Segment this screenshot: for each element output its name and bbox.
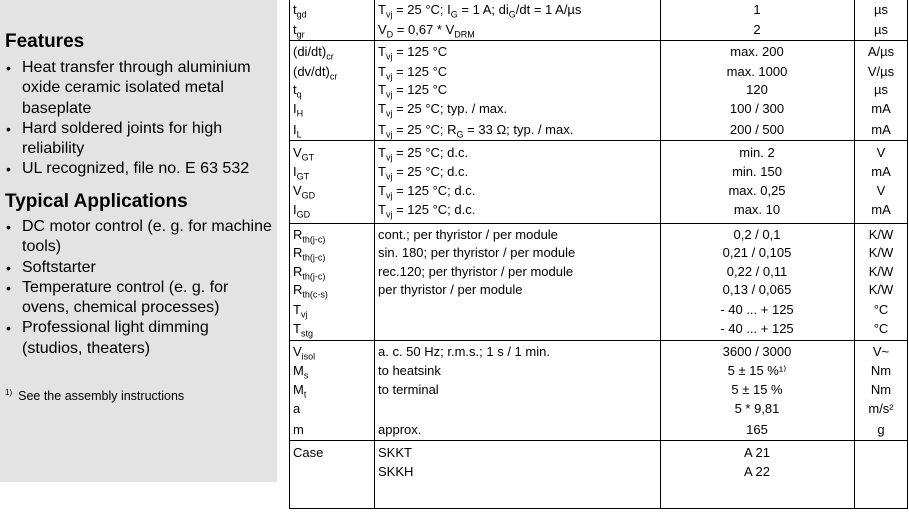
symbol-cell: $R_{th(j-c)}$ (293, 227, 326, 245)
symbol-cell: $I_H$ (293, 101, 304, 119)
condition-cell: SKKT (378, 445, 412, 460)
value-cell: 1 (753, 2, 761, 17)
table-row (289, 280, 908, 299)
condition-cell: $T_{vj} = 125$ °C (378, 64, 448, 82)
table-row (289, 181, 908, 200)
condition-cell: $T_{vj} = 125$ °C; d.c. (378, 183, 476, 201)
symbol-cell: $M_t$ (293, 382, 307, 400)
unit-cell: V (876, 183, 886, 198)
value-cell: 0,13 / 0,065 (722, 282, 792, 297)
table-row (289, 120, 908, 139)
unit-cell: µs (874, 2, 888, 17)
condition-cell: to terminal (378, 382, 439, 397)
value-cell: min. 2 (739, 145, 775, 160)
table-row (289, 0, 908, 19)
condition-cell: a. c. 50 Hz; r.m.s.; 1 s / 1 min. (378, 344, 550, 359)
table-border-bottom (289, 508, 908, 509)
left-sidebar (0, 0, 277, 516)
table-row (289, 143, 908, 162)
symbol-cell: $I_L$ (293, 122, 302, 140)
table-row (289, 319, 908, 338)
value-cell: 2 (753, 22, 761, 37)
symbol-cell: $R_{th(j-c)}$ (293, 245, 326, 263)
symbol-cell: $T_{stg}$ (293, 321, 313, 339)
symbol-cell: $t_{gr}$ (293, 22, 305, 40)
condition-cell: $T_{vj} = 25$ °C; $I_G = 1$ A; $di_G/dt = 1$ A/µs (378, 2, 582, 20)
unit-cell: mA (871, 164, 891, 179)
unit-cell: °C (873, 302, 889, 317)
condition-cell: $V_D = 0,67 * V_{DRM}$ (378, 22, 475, 40)
table-row (289, 200, 908, 219)
unit-cell: V (876, 145, 886, 160)
table-row (289, 225, 908, 244)
symbol-cell: $V_{GT}$ (293, 145, 315, 163)
footnote-text: See the assembly instructions (18, 389, 185, 404)
value-cell: A 21 (743, 445, 771, 460)
symbol-cell: $M_s$ (293, 363, 309, 381)
value-cell: 0,22 / 0,11 (726, 264, 788, 279)
condition-cell: $T_{vj} = 25$ °C; d.c. (378, 164, 469, 182)
symbol-cell: $t_q$ (293, 82, 302, 100)
applications-heading: Typical Applications (5, 191, 188, 212)
table-row (289, 399, 908, 418)
footnote (5, 388, 184, 403)
condition-cell: $T_{vj} = 25$ °C; $R_G = 33$ Ω; typ. / max. (378, 122, 574, 140)
list-item: • DC motor control (e. g. for machine tools) (5, 217, 273, 258)
symbol-cell: $T_{vj}$ (293, 302, 308, 320)
sidebar-divider (0, 482, 277, 516)
value-cell: max. 200 (730, 44, 784, 59)
symbol-cell: $I_{GT}$ (293, 164, 310, 182)
unit-cell: Nm (870, 363, 892, 378)
list-item: • Professional light dimming (studios, theaters) (5, 318, 273, 359)
list-item: • UL recognized, file no. E 63 532 (5, 159, 273, 179)
symbol-cell: $V_{GD}$ (293, 183, 316, 201)
symbol-cell: $V_{isol}$ (293, 344, 316, 362)
unit-cell: µs (874, 82, 888, 97)
table-row (289, 20, 908, 39)
unit-cell: K/W (868, 282, 894, 297)
unit-cell: mA (871, 202, 891, 217)
section-divider (289, 440, 908, 441)
unit-cell: Nm (870, 382, 892, 397)
unit-cell: K/W (868, 245, 894, 260)
symbol-cell: Case (293, 445, 324, 460)
table-row (289, 380, 908, 399)
value-cell: 120 (746, 82, 768, 97)
value-cell: 200 / 500 (729, 122, 785, 137)
symbol-cell: $R_{th(c-s)}$ (293, 282, 328, 300)
condition-cell: approx. (378, 422, 422, 437)
list-item: • Softstarter (5, 258, 273, 278)
list-item: • Heat transfer through aluminium oxide ceramic isolated metal baseplate (5, 58, 273, 119)
unit-cell: m/s² (868, 401, 894, 416)
symbol-cell: m (293, 422, 304, 437)
unit-cell: V~ (872, 344, 890, 359)
unit-cell: g (877, 422, 885, 437)
value-cell: 0,2 / 0,1 (733, 227, 781, 242)
table-row (289, 162, 908, 181)
table-row (289, 42, 908, 61)
symbol-cell: $I_{GD}$ (293, 202, 311, 220)
table-row (289, 62, 908, 81)
condition-cell: sin. 180; per thyristor / per module (378, 245, 576, 260)
table-row (289, 420, 908, 439)
value-cell: - 40 ... + 125 (720, 321, 794, 336)
condition-cell: SKKH (378, 464, 414, 479)
condition-cell: $T_{vj} = 25$ °C; d.c. (378, 145, 469, 163)
table-row (289, 80, 908, 99)
symbol-cell: $(dv/dt)_{cr}$ (293, 64, 338, 82)
symbol-cell: a (293, 401, 301, 416)
value-cell: 5 * 9,81 (734, 401, 780, 416)
unit-cell: K/W (868, 227, 894, 242)
features-list (5, 58, 273, 180)
condition-cell: cont.; per thyristor / per module (378, 227, 558, 242)
table-row (289, 99, 908, 118)
unit-cell: µs (874, 22, 888, 37)
condition-cell: $T_{vj} = 125$ °C (378, 82, 448, 100)
unit-cell: A/µs (867, 44, 895, 59)
symbol-cell: $t_{gd}$ (293, 2, 307, 20)
value-cell: A 22 (743, 464, 771, 479)
unit-cell: K/W (868, 264, 894, 279)
value-cell: - 40 ... + 125 (720, 302, 794, 317)
value-cell: max. 10 (733, 202, 781, 217)
value-cell: max. 1000 (726, 64, 788, 79)
value-cell: 3600 / 3000 (722, 344, 792, 359)
applications-list (5, 217, 273, 359)
value-cell: 165 (746, 422, 768, 437)
condition-cell: rec.120; per thyristor / per module (378, 264, 574, 279)
list-item: • Hard soldered joints for high reliability (5, 119, 273, 160)
table-row (289, 243, 908, 262)
value-cell: 5 ± 15 % (731, 382, 783, 397)
features-heading: Features (5, 31, 85, 52)
table-row (289, 462, 908, 481)
table-row (289, 300, 908, 319)
value-cell: 100 / 300 (729, 101, 785, 116)
table-row (289, 342, 908, 361)
unit-cell: °C (873, 321, 889, 336)
condition-cell: $T_{vj} = 25$ °C; typ. / max. (378, 101, 508, 119)
value-cell: min. 150 (732, 164, 782, 179)
symbol-cell: $R_{th(j-c)}$ (293, 264, 326, 282)
condition-cell: $T_{vj} = 125$ °C; d.c. (378, 202, 476, 220)
section-divider (289, 340, 908, 341)
condition-cell: per thyristor / per module (378, 282, 523, 297)
value-cell: 5 ± 15 %¹⁾ (727, 363, 787, 378)
table-row (289, 361, 908, 380)
footnote-mark: 1) (5, 388, 13, 397)
specification-table (289, 0, 908, 509)
condition-cell: to heatsink (378, 363, 441, 378)
list-item: • Temperature control (e. g. for ovens, chemical processes) (5, 278, 273, 319)
table-row (289, 262, 908, 281)
value-cell: max. 0,25 (728, 183, 786, 198)
unit-cell: V/µs (867, 64, 895, 79)
unit-cell: mA (871, 101, 891, 116)
table-row (289, 443, 908, 462)
unit-cell: mA (871, 122, 891, 137)
condition-cell: $T_{vj} = 125$ °C (378, 44, 448, 62)
value-cell: 0,21 / 0,105 (722, 245, 792, 260)
symbol-cell: $(di/dt)_{cr}$ (293, 44, 334, 62)
